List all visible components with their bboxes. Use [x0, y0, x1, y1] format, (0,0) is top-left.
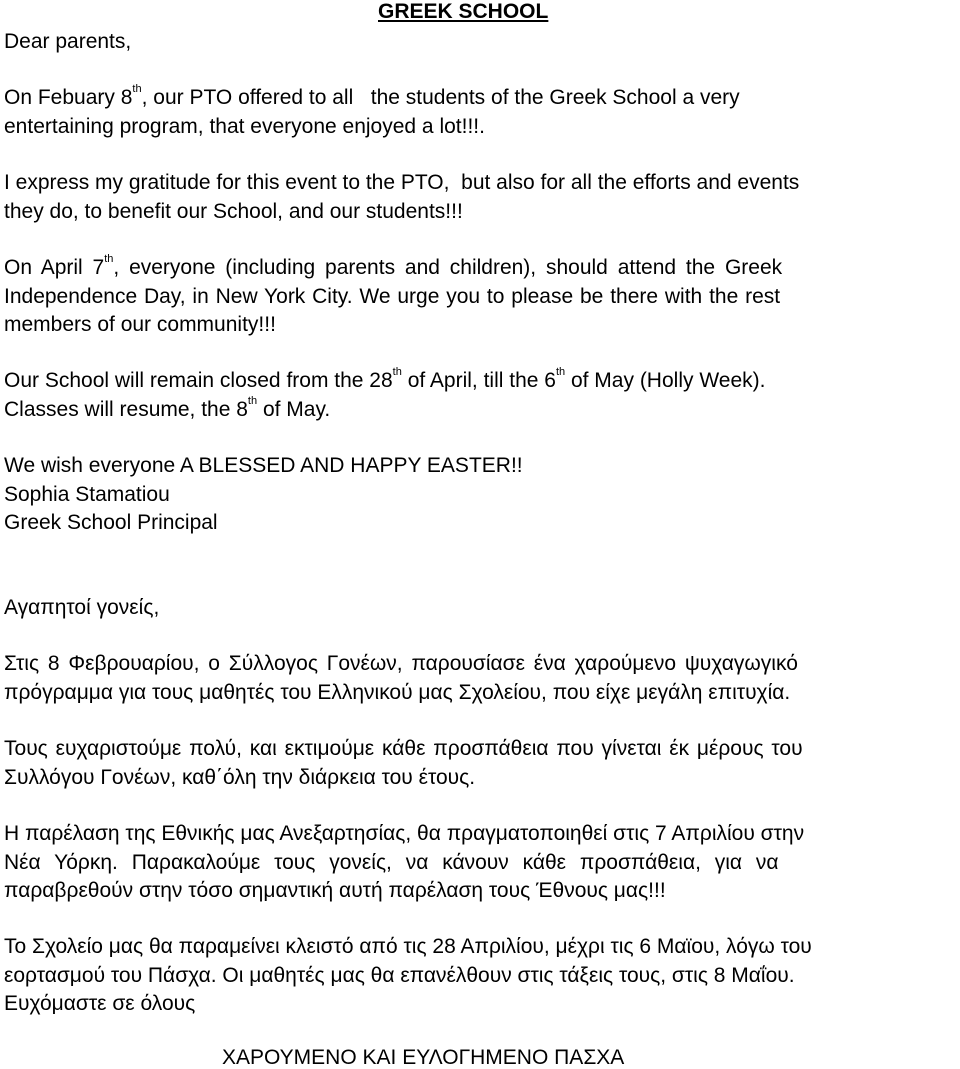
greek-p2-line2: Συλλόγου Γονέων, καθ΄όλη την διάρκεια του έτους. [4, 766, 476, 789]
english-p3-line2: Independence Day, in New York City. We urge you to please be there with the rest [4, 285, 781, 308]
document-title: GREEK SCHOOL [378, 0, 549, 23]
signature-title: Greek School Principal [4, 511, 218, 534]
english-p4-line1: Our School will remain closed from the 28th of April, till the 6th of May (Holly Week). [4, 366, 766, 392]
greek-p4-line3: Ευχόμαστε σε όλους [4, 992, 196, 1015]
english-p4-line2: Classes will resume, the 8th of May. [4, 395, 331, 421]
greek-salutation: Αγαπητοί γονείς, [4, 596, 160, 619]
greek-closing: ΧΑΡΟΥΜΕΝΟ ΚΑΙ ΕΥΛΟΓΗΜΕΝΟ ΠΑΣΧΑ [222, 1046, 625, 1069]
english-salutation: Dear parents, [4, 30, 132, 53]
english-p2-line1: I express my gratitude for this event to the PTO, but also for all the efforts and events [4, 171, 800, 194]
greek-p3-line2: Νέα Υόρκη. Παρακαλούμε τους γονείς, να κάνουν κάθε προσπάθεια, για να [4, 851, 779, 874]
greek-p2-line1: Τους ευχαριστούμε πολύ, και εκτιμούμε κάθε προσπάθεια που γίνεται έκ μέρους του [4, 737, 803, 760]
english-wish: We wish everyone A BLESSED AND HAPPY EASTER!! [4, 454, 523, 477]
greek-p4-line2: εορτασμού του Πάσχα. Οι μαθητές μας θα επανέλθουν στις τάξεις τους, στις 8 Μαΐου. [4, 964, 795, 987]
english-p1-line1: On Febuary 8th, our PTO offered to all the students of the Greek School a very [4, 83, 740, 109]
english-p1-line2: entertaining program, that everyone enjoyed a lot!!!. [4, 115, 485, 138]
greek-p4-line1: Το Σχολείο μας θα παραμείνει κλειστό από τις 28 Απριλίου, μέχρι τις 6 Μαϊου, λόγω του [4, 935, 812, 958]
greek-p3-line1: Η παρέλαση της Εθνικής μας Ανεξαρτησίας, θα πραγματοποιηθεί στις 7 Απριλίου στην [4, 822, 805, 845]
english-p3-line3: members of our community!!! [4, 313, 276, 336]
greek-p1-line2: πρόγραμμα για τους μαθητές του Ελληνικού μας Σχολείου, που είχε μεγάλη επιτυχία. [4, 681, 791, 704]
english-p2-line2: they do, to benefit our School, and our students!!! [4, 200, 463, 223]
english-p3-line1: On April 7th, everyone (including parents and children), should attend the Greek [4, 253, 783, 279]
signature-name: Sophia Stamatiou [4, 483, 170, 506]
greek-p3-line3: παραβρεθούν στην τόσο σημαντική αυτή παρέλαση τους Έθνους μας!!! [4, 879, 666, 902]
greek-p1-line1: Στις 8 Φεβρουαρίου, ο Σύλλογος Γονέων, παρουσίασε ένα χαρούμενο ψυχαγωγικό [4, 652, 798, 675]
